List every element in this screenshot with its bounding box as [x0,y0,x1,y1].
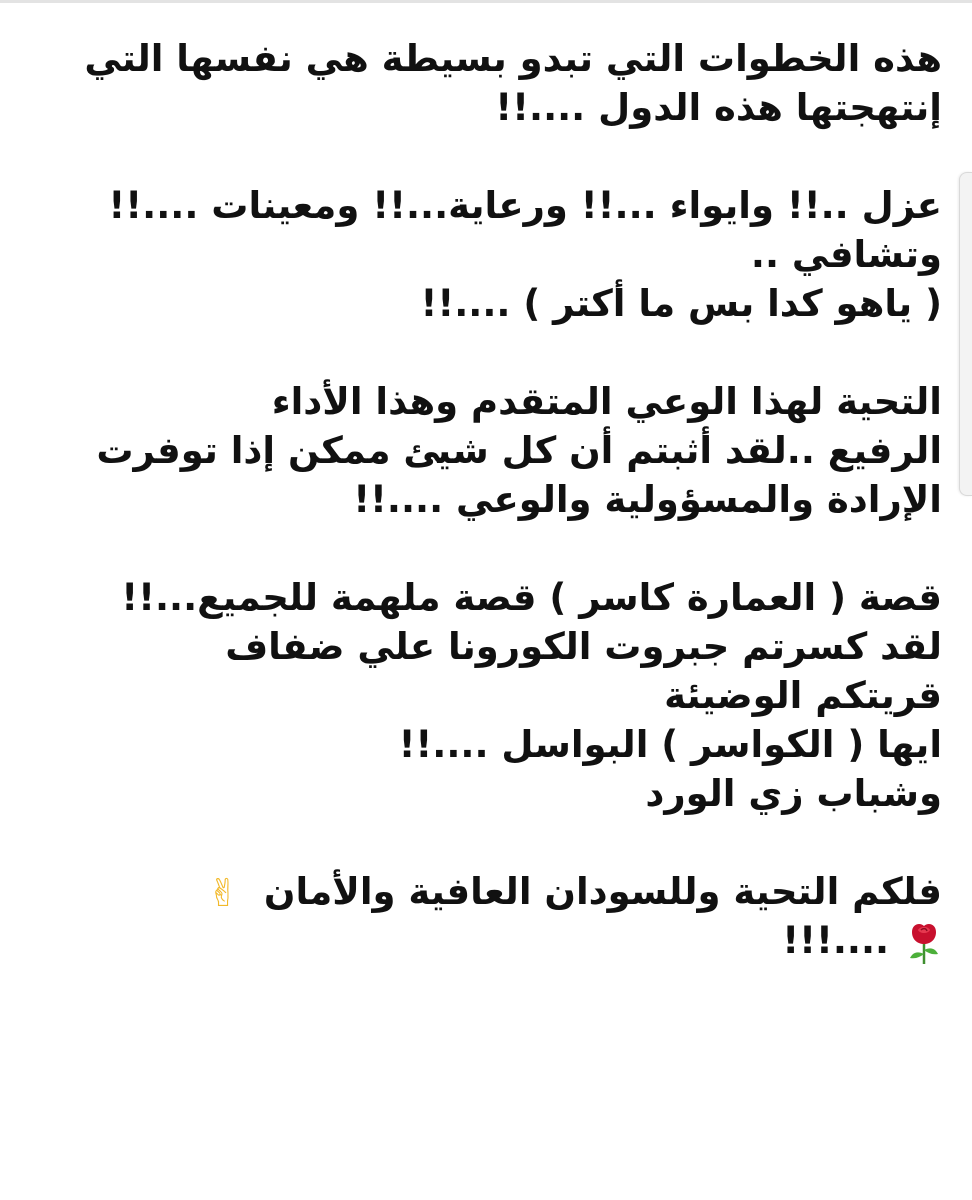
scrollbar[interactable] [959,172,972,496]
victory-hand-icon: ✌ [207,871,239,915]
paragraph-gap [32,524,942,573]
text-line-with-emoji [32,916,942,965]
paragraph-gap [32,328,942,377]
text-line: لقد كسرتم جبروت الكورونا علي ضفاف [225,625,942,668]
text-line: إنتهجتها هذه الدول ....!! [495,86,942,129]
text-line: هذه الخطوات التي تبدو بسيطة هي نفسها التي [84,37,942,80]
rose-icon [906,920,942,966]
text-line: ( ياهو كدا بس ما أكتر ) ....!! [420,282,942,325]
text-line: الرفيع ..لقد أثبتم أن كل شيئ ممكن إذا توفرت [96,429,942,472]
top-border [0,0,972,3]
post-text [32,34,942,965]
text-line-with-emoji [32,867,942,916]
paragraph-gap [32,818,942,867]
text-line: قريتكم الوضيئة [664,674,942,717]
text-line: عزل ..!! وايواء ...!! ورعاية...!! ومعينات ....!! [108,184,942,227]
text-line: ايها ( الكواسر ) البواسل ....!! [398,723,942,766]
text-line: وشباب زي الورد [645,772,942,815]
text-line: فلكم التحية وللسودان العافية والأمان [263,870,942,913]
text-line: وتشافي .. [750,233,942,276]
paragraph-gap [32,132,942,181]
text-line: قصة ( العمارة كاسر ) قصة ملهمة للجميع...!! [121,576,942,619]
text-line: التحية لهذا الوعي المتقدم وهذا الأداء [271,380,942,423]
text-line: ....!!! [782,919,890,962]
text-line: الإرادة والمسؤولية والوعي ....!! [353,478,942,521]
